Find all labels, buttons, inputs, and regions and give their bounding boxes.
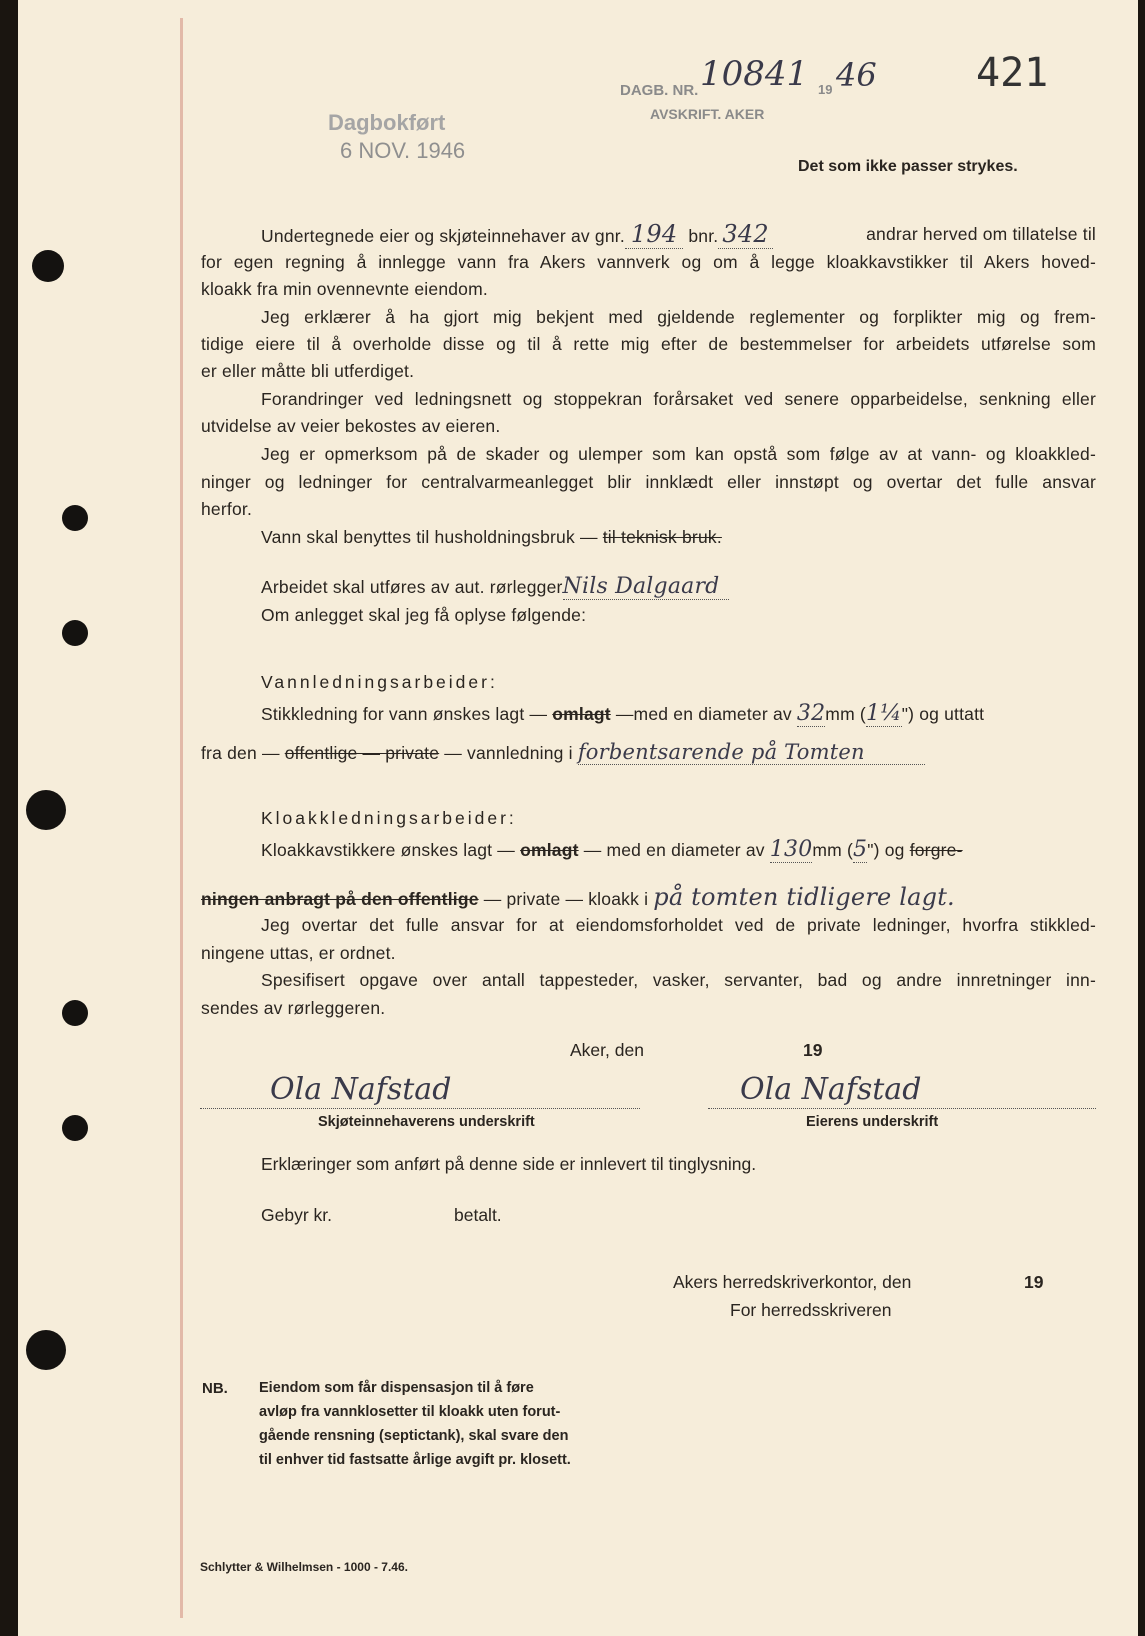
dagb-nr-label: DAGB. NR. bbox=[620, 82, 699, 99]
water-work-line2 bbox=[201, 740, 1096, 765]
place-date: Aker, den bbox=[570, 1040, 644, 1060]
document-page bbox=[18, 0, 1138, 1636]
fee-label: Gebyr kr. bbox=[261, 1205, 332, 1225]
avskrift-stamp: AVSKRIFT. AKER bbox=[650, 106, 765, 122]
paid-label: betalt. bbox=[454, 1205, 502, 1225]
para1-text-b: bnr. bbox=[688, 226, 719, 246]
place-date-year: 19 bbox=[803, 1040, 823, 1060]
office-year: 19 bbox=[1024, 1272, 1044, 1292]
owner-signature-left: Ola Nafstad bbox=[270, 1072, 452, 1107]
instruction-text: Det som ikke passer strykes. bbox=[798, 158, 1018, 175]
punch-hole bbox=[32, 250, 64, 282]
plumber-info: Om anlegget skal jeg få oplyse følgende: bbox=[261, 605, 587, 625]
nb-label: NB. bbox=[202, 1380, 228, 1397]
dagbokfort-date: 6 NOV. 1946 bbox=[340, 138, 466, 163]
nb-line4: til enhver tid fastsatte årlige avgift pr. klosett. bbox=[259, 1452, 571, 1468]
left-signature-label: Skjøteinnehaverens underskrift bbox=[318, 1114, 535, 1130]
para4-line3: herfor. bbox=[201, 499, 253, 519]
water-l1-text-c: mm ( bbox=[825, 704, 866, 724]
nb-line3: gående rensning (septictank), skal svare den bbox=[259, 1428, 569, 1444]
water-use-line bbox=[261, 525, 1096, 549]
water-l1-text-a: Stikkledning for vann ønskes lagt — bbox=[261, 704, 548, 724]
sewer-diam-in: 5 bbox=[853, 837, 868, 862]
water-l2-text-a: fra den — bbox=[201, 743, 280, 763]
sewer-work-line3: Jeg overtar det fulle ansvar for at eiendomsforholdet ved de private ledninger, hvorfra stikkled- bbox=[261, 915, 1096, 935]
punch-hole bbox=[62, 1115, 88, 1141]
water-l1-struck: omlagt bbox=[552, 704, 611, 724]
plumber-text: Arbeidet skal utføres av aut. rørlegger bbox=[261, 577, 563, 597]
page-number: 421 bbox=[976, 50, 1049, 96]
sewer-work-heading: Kloakkledningsarbeider: bbox=[261, 808, 517, 828]
water-work-heading: Vannledningsarbeider: bbox=[261, 672, 498, 692]
sewer-location-hand: på tomten tidligere lagt. bbox=[653, 883, 955, 911]
nb-line1: Eiendom som får dispensasjon til å føre bbox=[259, 1380, 534, 1396]
sewer-l1-struck-end: forgre- bbox=[909, 840, 963, 860]
punch-hole bbox=[26, 1330, 66, 1370]
dagb-year-value: 46 bbox=[836, 56, 877, 94]
para1-text-c: andrar herved om tillatelse til bbox=[866, 224, 1096, 244]
signature-line-left bbox=[200, 1108, 640, 1109]
sewer-l1-text-b: — med en diameter av bbox=[583, 840, 765, 860]
para3-line1: Forandringer ved ledningsnett og stoppekran forårsaket ved senere opparbeidelse, senkning eller bbox=[261, 389, 1096, 409]
water-location-hand: forbentsarende på Tomten bbox=[578, 740, 925, 765]
para2-line2: tidige eiere til å overholde disse og til å rette mig efter de bestemmelser for arbeidets utførelse som bbox=[201, 334, 1096, 354]
sewer-l2-text-b: — private — kloakk i bbox=[483, 889, 649, 909]
water-l2-text-b: — vannledning i bbox=[444, 743, 573, 763]
sewer-work-line1 bbox=[261, 838, 1096, 862]
sewer-l1-text-a: Kloakkavstikkere ønskes lagt — bbox=[261, 840, 516, 860]
sewer-work-line5: Spesifisert opgave over antall tappesteder, vasker, servanter, bad og andre innretninger inn- bbox=[261, 970, 1096, 990]
for-text: For herredsskriveren bbox=[730, 1300, 892, 1320]
nb-line2: avløp fra vannklosetter til kloakk uten forut- bbox=[259, 1404, 561, 1420]
signature-line-right bbox=[708, 1108, 1096, 1109]
water-diam-mm: 32 bbox=[796, 701, 826, 726]
printer-imprint: Schlytter & Wilhelmsen - 1000 - 7.46. bbox=[200, 1560, 408, 1574]
sewer-work-line6: sendes av rørleggeren. bbox=[201, 998, 386, 1018]
para1-line1 bbox=[261, 222, 1096, 248]
water-use-struck: til teknisk bruk. bbox=[602, 527, 722, 547]
water-use-text: Vann skal benyttes til husholdningsbruk — bbox=[261, 527, 598, 547]
dagbokfort-stamp: Dagbokført bbox=[328, 110, 446, 135]
sewer-l2-struck: ningen anbragt på den offentlige bbox=[201, 889, 479, 909]
sewer-diam-mm: 130 bbox=[769, 837, 813, 862]
para1-line2: for egen regning å innlegge vann fra Akers vannverk og om å legge kloakkavstikker til Akers hoved- bbox=[201, 252, 1096, 272]
registration-text: Erklæringer som anført på denne side er innlevert til tinglysning. bbox=[261, 1154, 757, 1174]
punch-hole bbox=[62, 1000, 88, 1026]
sewer-l1-text-c: mm ( bbox=[812, 840, 854, 860]
punch-hole bbox=[26, 790, 66, 830]
para2-line3: er eller måtte bli utferdiget. bbox=[201, 361, 415, 381]
punch-hole bbox=[62, 505, 88, 531]
dagb-year-prefix: 19 bbox=[818, 82, 833, 97]
owner-signature-right: Ola Nafstad bbox=[740, 1072, 922, 1107]
office-text: Akers herredskriverkontor, den bbox=[673, 1272, 912, 1292]
bnr-value: 342 bbox=[718, 220, 772, 249]
water-l1-text-b: —med en diameter av bbox=[615, 704, 792, 724]
water-l1-text-d: ") og uttatt bbox=[901, 704, 985, 724]
sewer-l1-text-d: ") og bbox=[867, 840, 905, 860]
para3-line2: utvidelse av veier bekostes av eieren. bbox=[201, 416, 501, 436]
gnr-value: 194 bbox=[625, 220, 683, 249]
sewer-work-line4: ningene uttas, er ordnet. bbox=[201, 943, 396, 963]
para1-text-a: Undertegnede eier og skjøteinnehaver av gnr. bbox=[261, 226, 625, 246]
para2-line1: Jeg erklærer å ha gjort mig bekjent med gjeldende reglementer og forplikter mig og frem- bbox=[261, 307, 1096, 327]
water-work-line1 bbox=[261, 702, 1096, 726]
punch-hole bbox=[62, 620, 88, 646]
sewer-work-line2 bbox=[201, 885, 1096, 911]
right-signature-label: Eierens underskrift bbox=[806, 1114, 939, 1130]
plumber-line bbox=[261, 575, 1096, 599]
margin-rule bbox=[180, 18, 183, 1618]
water-diam-in: 1¼ bbox=[865, 701, 902, 726]
para4-line2: ninger og ledninger for centralvarmeanlegget blir innklædt eller innstøpt og overtar det fulle ansvar bbox=[201, 472, 1096, 492]
para1-line3: kloakk fra min ovennevnte eiendom. bbox=[201, 279, 488, 299]
water-l2-struck: offentlige — private bbox=[284, 743, 440, 763]
dagb-nr-value: 10841 bbox=[700, 54, 809, 94]
plumber-name: Nils Dalgaard bbox=[563, 574, 730, 600]
para4-line1: Jeg er opmerksom på de skader og ulemper som kan opstå som følge av at vann- og kloakkled- bbox=[261, 444, 1096, 464]
sewer-l1-struck: omlagt bbox=[520, 840, 579, 860]
